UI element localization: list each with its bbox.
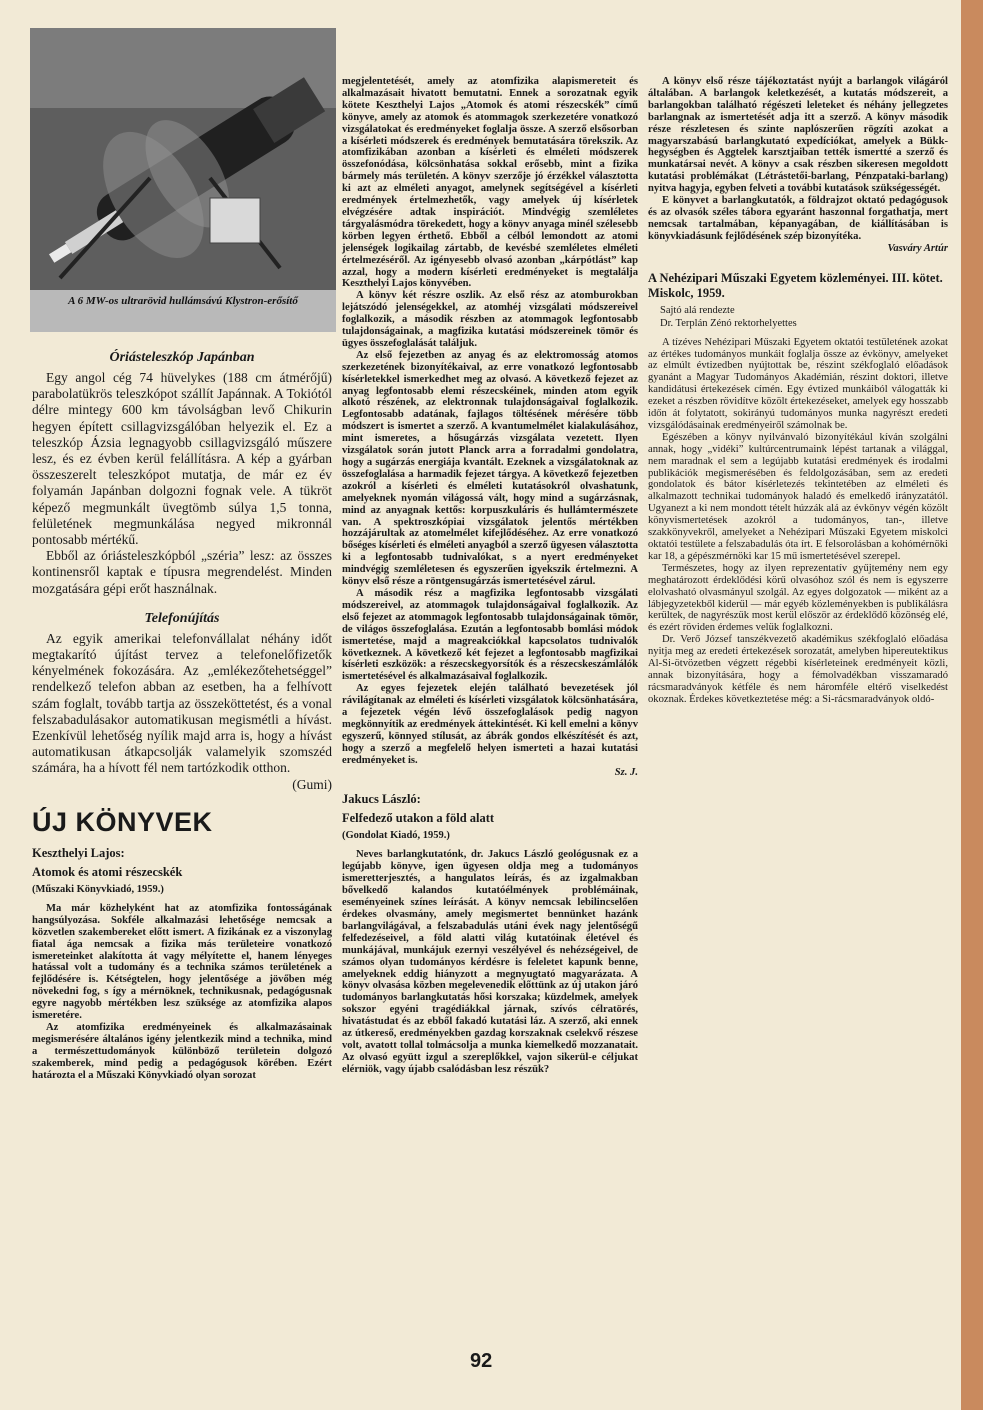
article-title-telescope: Óriásteleszkóp Japánban xyxy=(109,350,255,365)
book1-author: Keszthelyi Lajos: xyxy=(32,845,125,860)
klystron-photo xyxy=(30,28,336,332)
book2-signature: Vasváry Artúr xyxy=(887,242,948,254)
book3-title: A Nehézipari Műszaki Egyetem közleményei. III. kötet. Miskolc, 1959. xyxy=(648,270,943,300)
book1-paragraph-3: megjelentetését, amely az atomfizika alapismereteit és alkalmazásait hivatott bemutatni. Ennek a sorozatnak egyik kötete Keszthelyi Lajos „Atomok és atomi részecskék” című könyve, amely az atomok és atommagok szerkezetére vonatkozó vizsgálatokat és eredményeket foglalja össze. A szerző elsősorban a kísérleti módszerek és eredmények bemutatására törekszik. Az atomfizikában azonban a kísérleti és elméleti módszerek összefonódása, kölcsönhatása sokkal erősebb, mint a fizika bármely más területén. A könyv szerzője jó érzékkel választotta ki azt az elméleti anyagot, amelynek segítségével a kísérleti eredmények értelmezhetők, vagy amelyek új kísérletek elvégzésére adtak inspirációt. Mindvégig szemléletes tárgyalásmódra törekedett, hogy a könyv anyaga minél szélesebb körben legyen érthető. Ebből a célból lemondott az atomi jelenségek logikailag zártabb, de kevésbé szemléletes elméleti értelmezéséről. Az igényesebb olvasó azonban „kárpótlást” kap azzal, hogy a modern kísérleti eredményeket is megtalálja Keszthelyi Lajos könyvében. xyxy=(342,76,638,290)
book1-paragraph-7: Az egyes fejezetek elején található bevezetések jól rávilágítanak az elméleti és kísérleti vizsgálatok kölcsönhatására, a fejezetek végén lévő összefoglalások pedig nagyon megkönnyítik az eredmények áttekintését. Ki kell emelni a könyv egyszerű, könnyed stílusát, az ábrák gondos elkészítését és azt, hogy a szerző a megfelelő helyen ismerteti a hazai kutatási eredményeket is. xyxy=(342,683,638,766)
book2-paragraph-1: Neves barlangkutatónk, dr. Jakucs László geológusnak ez a legújabb könyve, igen ügyesen oldja meg a tudományos ismeretterjesztés, a hangulatos leírás, és az izgalmakban bővelkedő kalandos kutatóélmények problémáinak, eseményeinek színes leírását. A könyv nemcsak lebilincselően érdekes olvasmány, amely megismertet bennünket hazánk barlangvilágával, a felszabadulás utáni évek nagy jelentőségű felfedezéseivel, a föld alatti világ kutatóinak életével és munkájával, munkájuk ezernyi veszélyével és nehézségeivel, de számos olyan tudományos kérdésre is feleletet kapunk benne, amelyeknek eddig hiányzott a megnyugtató magyarázata. A könyv olvasása közben megelevenedik előttünk az új utakon járó tudományos barlangkutatás hősi korszaka; küzdelmek, amelyek sokszor egyéni tragédiákkal járnak, szívós célratörés, hivatástudat és az ebből fakadó kutatási láz. A szerző, aki ennek az útkereső, eredményekben gazdag korszaknak cselekvő részese volt, avatott tollal tolmácsolja a munka kiemelkedő mozzanatait. Az olvasó együtt izgul a szereplőkkel, vajon sikerül-e céljukat elérniök, vagy újabb csalódásban lesz részük? xyxy=(342,849,638,1075)
book2-paragraph-2: A könyv első része tájékoztatást nyújt a barlangok világáról általában. A barlangok keletkezését, a kutatás módszereit, a barlangokban található régészeti leleteket és néhány jellegzetes barlangnak az ismertetését adja itt a szerző. A könyv második része részletesen és szinte naplószerűen rögzíti azokat a magyarszabású barlangkutató expedíciókat, amelyek a Bükk-hegységben és Aggtelek karsztjaiban tették ismertté a szerző és munkatársai nevét. A könyv a csak részben sikeresen megoldott kutatási problémákat (Létrástetői-barlang, Pénzpataki-barlang) nyitva hagyja, egyben felveti a további kutatások szükségességét. xyxy=(648,76,948,195)
klystron-image xyxy=(30,28,336,298)
photo-caption: A 6 MW-os ultrarövid hullámsávú Klystron-erősítő xyxy=(30,290,336,332)
book3-paragraph-1: A tízéves Nehézipari Műszaki Egyetem oktatói testületének azokat az értékes tudományos munkáit foglalja össze az évkönyv, amelyeket az elmúlt évtizedben nyújtottak be, részint székfoglaló előadások gyanánt a Magyar Tudományos Akadémián, részint doktori, illetve kandidátusi értekezések címén. Egy évtized munkáiból válogatták ki ezeket a részben rövidítve közölt értekezéseket, amelyek egy hosszabb időn át folytatott, sokirányú tudományos munka nagyrészt eredeti vizsgálódásainak eredményeiről számolnak be. xyxy=(648,336,948,431)
book1-paragraph-2: Az atomfizika eredményeinek és alkalmazásainak megismerésére általános igény jelentkezik mind a technika, mind a természettudományok különböző területein dolgozó szakemberek, mind pedig a pedagógusok körében. Ezért határozta el a Műszaki Könyvkiadó olyan sorozat xyxy=(32,1021,332,1081)
book2-publisher: (Gondolat Kiadó, 1959.) xyxy=(342,830,450,842)
book1-paragraph-1: Ma már közhelyként hat az atomfizika fontosságának hangsúlyozása. Sokféle alkalmazási lehetősége nemcsak a közvetlen szakembereket előtt ismert. A fizikának ez a viszonylag fiatal ága nemcsak a fizika más területeire vonatkozó ismereteinket alakította át vagy mélyítette el, hanem lényeges hatással volt a tudomány és a technika számos területének a fejlődésére is. Kétségtelen, hogy jelentősége a jövőben még növekedni fog, s így a mérnöknek, technikusnak, pedagógusnak egyre nagyobb mértékben lesz szüksége az atomfizika alapos ismeretére. xyxy=(32,902,332,1022)
column-3 xyxy=(648,76,948,706)
telescope-paragraph-2: Ebből az óriásteleszkópból „széria” lesz: az összes kontinensről kaptak e típusra megrendelést. Minden mozgatására gépi erőt használnak. xyxy=(32,548,332,596)
book1-publisher: (Műszaki Könyvkiadó, 1959.) xyxy=(32,883,164,895)
telephone-paragraph: Az egyik amerikai telefonvállalat néhány időt megtakarító újítást tervez a telefonelőfizetők kényelmének fokozására. Az „emlékezőtehetséggel” rendelkező telefon abban az esetben, ha a felhívott szám foglalt, tovább tartja az összeköttetést, és a vonal felszabadulásakor automatikusan megismétli a hívást. Ezenkívül lehetőség nyílik majd arra is, hogy a hívást automatikusan átkapcsolják valamelyik szomszéd számára, ha a hívott fél nem tartózkodik otthon. xyxy=(32,630,332,776)
book3-paragraph-3: Természetes, hogy az ilyen reprezentatív gyűjtemény nem egy meghatározott érdeklődési körű olvasóhoz szól és nem is egyszerre elolvasható olvasmányul szolgál. Az egyes dolgozatok — miként az a lábjegyzetekből kiderül — már egyéb közleményekben is publikálásra kerültek, de nagyrészük most kerül először az érdeklődő közönség elé, és ezért röviden érdemes velük foglalkozni. xyxy=(648,562,948,634)
book1-paragraph-5: Az első fejezetben az anyag és az elektromosság atomos szerkezetének bizonyítékaival, az erre vonatkozó legfontosabb kísérletekkel ismerkedhet meg az olvasó. A következő fejezet az anyag legfontosabb elemi részecskéinek, minden atom egyik alkotó részének, az elektronnak tulajdonságaival foglalkozik. Legfontosabb adatának, fajlagos töltésének mérésére több módszert is ismertet a szerző. A kvantumelmélet kialakulásához, mint ismeretes, a hősugárzás vizsgálata vezetett. Ilyen vizsgálatok során jutott Planck arra a forradalmi gondolatra, hogy a sugárzás energiája kvantált. Ezeknek a vizsgálatoknak az összefoglalása a harmadik fejezet tárgya. A következő fejezetben azokról a kísérleti és elméleti kutatásokról olvashatunk, amelyeknek nyomán világossá vált, hogy mind a sugárzásnak, mind az anyagnak kettős: korpuszkuláris és hullámtermészete van. A spektroszkópiai vizsgálatok jelentős mértékben hozzájárultak az atomelmélet kifejlődéséhez. Az erre vonatkozó bőséges kísérleti és elméleti anyagból a szerző ügyesen választotta ki a legfontosabb tudnivalókat, s a nyert eredményeket mindvégig szemléletesen és egyszerűen igyekszik értelmezni. A könyv első része a röntgensugárzás ismertetésével zárul. xyxy=(342,349,638,588)
article-title-telephone: Telefonújítás xyxy=(144,610,220,626)
telephone-signature: (Gumi) xyxy=(292,776,332,792)
book3-paragraph-2: Egészében a könyv nyilvánvaló bizonyítékául kíván szolgálni annak, hogy „vidéki” kultúrcentrumaink lépést tartanak a világgal, nem maradnak el sem a legújabb kutatási eredmények és irodalmi publikációk megismerésében és feldolgozásában, sem az eredeti gondolatok és bátor kísérletezés tekintetében az elméleti és alkalmazott technikai tudományok haladó és emelkedő irányzatától. Ugyanezt a ki nem mondott tételt húzzák alá az évkönyv végén közölt könyvismertetések azokról a tudományos, tan-, illetve szakkönyvekről, amelyeket a Nehézipari Műszaki Egyetem miskolci oktatói testülete a felszabadulás óta írt. E felsorolásban a kohómérnöki kar 18, a gépészmérnöki kar 15 mű ismertetésével szerepel. xyxy=(648,431,948,562)
book2-author: Jakucs László: xyxy=(342,792,421,807)
book1-title: Atomok és atomi részecskék xyxy=(32,864,183,879)
book1-signature: Sz. J. xyxy=(614,766,638,778)
section-title-new-books: ÚJ KÖNYVEK xyxy=(32,806,213,837)
column-1 xyxy=(32,344,332,1081)
telescope-paragraph-1: Egy angol cég 74 hüvelykes (188 cm átmérőjű) parabolatükrös teleszkópot szállít Japánnak. A Tokiótól délre mintegy 600 km távolságban levő Chikurin hegyen épített csillagvizsgálóban helyezik el. Ez a teleszkóp Ázsia legnagyobb csillagvizsgáló műszere lesz, és ez évben kerül felállításra. A kép a gyárban összeszerelt teleszkópot mutatja, de már ez év folyamán Japánban dolgozni fognak vele. A tükröt képező megmunkált üvegtömb súlya 1,5 tonna, felületének megmunkálása negyed mikronnál pontosabb mértékű. xyxy=(32,370,332,548)
book3-editor-line-2: Dr. Terplán Zénó rektorhelyettes xyxy=(660,317,797,329)
book2-title: Felfedező utakon a föld alatt xyxy=(342,811,495,826)
page-number: 92 xyxy=(470,1350,493,1372)
book2-paragraph-3: E könyvet a barlangkutatók, a földrajzot oktató pedagógusok és az olvasók széles tábora egyaránt haszonnal forgathatja, mert nemcsak tartalmában, képanyagában, de kiállításában is könyvkiadásunk fejlődésének szép bizonyítéka. xyxy=(648,195,948,242)
column-2 xyxy=(342,76,638,1076)
book1-paragraph-4: A könyv két részre oszlik. Az első rész az atomburokban lejátszódó jelenségekkel, az atomhéj vizsgálati módszereivel foglalkozik, a második részben az atommagok legfontosabb tulajdonságainak, a magfizika kutatási módszereinek tömör és ügyes összefoglalását találjuk. xyxy=(342,290,638,349)
book3-editor-line-1: Sajtó alá rendezte xyxy=(660,304,735,316)
book1-paragraph-6: A második rész a magfizika legfontosabb vizsgálati módszereivel, az atommagok tulajdonságaival foglalkozik. Az első fejezet az atommagok legfontosabb tulajdonságainak tömör, de világos összefoglalása. Ezután a legfontosabb bomlási módok ismertetése, majd a magreakciókkal kapcsolatos tudnivalók következnek. A következő két fejezet a legfontosabb magfizikai kísérleti eszközök: a részecskegyorsítók és a részecskeszámlálók ismertetésével és alkalmazásaival foglalkozik. xyxy=(342,587,638,683)
book3-paragraph-4: Dr. Verő József tanszékvezető akadémikus székfoglaló előadása nyitja meg az eredeti értekezések sorozatát, amelyben hipereutektikus Al-Si-ötvözetben végzett régebbi kísérleteinek eredményeit közli, annak bizonyítására, hogy a fémolvadékban visszamaradó rácsmaradványok kétféle és nem háromféle eltérő viselkedést okoznak. Érdekes következtetése még: a Si-rácsmaradványok oldó- xyxy=(648,634,948,705)
page-edge xyxy=(961,0,983,1410)
